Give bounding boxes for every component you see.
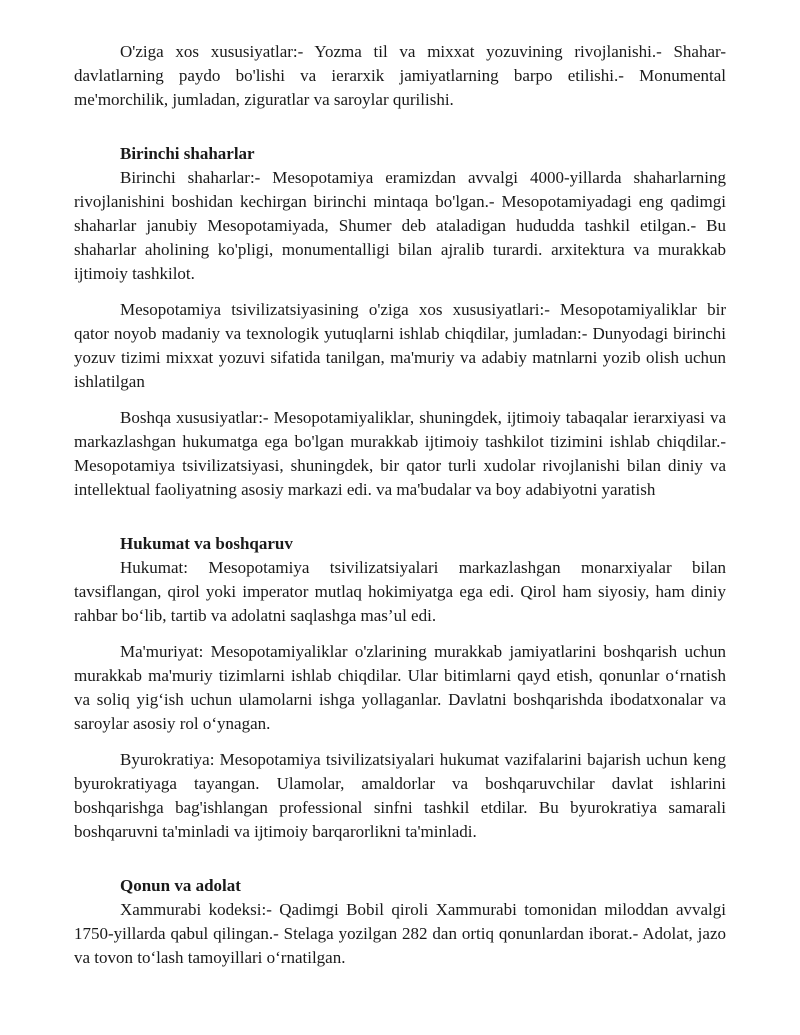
paragraph-other-features: Boshqa xususiyatlar:- Mesopotamiyaliklar, shuningdek, ijtimoiy tabaqalar ierarxiyasi va markazlashgan hukumatga ega bo'lgan murakkab ijtimoiy tashkilot tizimini ishlab chiqdilar.- Mesopotamiya tsivilizatsiyasi, shuningdek, bir qator turli xudolar rivojlanishi bilan diniy va intellektual faoliyatning asosiy markazi edi. va ma'budalar va boy adabiyotni yaratish <box>74 408 726 499</box>
paragraph-hammurabi-code: Xammurabi kodeksi:- Qadimgi Bobil qiroli Xammurabi tomonidan miloddan avvalgi 1750-yillarda qabul qilingan.- Stelaga yozilgan 282 dan ortiq qonunlardan iborat.- Adolat, jazo va tovon to‘lash tamoyillari o‘rnatilgan. <box>74 900 726 967</box>
section-heading-government: Hukumat va boshqaruv <box>120 534 293 553</box>
paragraph-bureaucracy: Byurokratiya: Mesopotamiya tsivilizatsiyalari hukumat vazifalarini bajarish uchun keng byurokratiyaga tayangan. Ulamolar, amaldorlar va boshqaruvchilar davlat ishlarini boshqarishga bag'ishlangan professional sinfni tashkil etdilar. Bu byurokratiya samarali boshqaruvni ta'minladi va ijtimoiy barqarorlikni ta'minladi. <box>74 750 726 841</box>
document-page <box>74 40 726 982</box>
paragraph-first-cities: Birinchi shaharlar:- Mesopotamiya eramizdan avvalgi 4000-yillarda shaharlarning rivojlanishini boshidan kechirgan birinchi mintaqa bo'lgan.- Mesopotamiyadagi eng qadimgi shaharlar janubiy Mesopotamiyada, Shumer deb ataladigan hududda tashkil etilgan.- Bu shaharlar aholining ko'pligi, monumentalligi bilan ajralib turardi. arxitektura va murakkab ijtimoiy tashkilot. <box>74 168 726 283</box>
paragraph-government: Hukumat: Mesopotamiya tsivilizatsiyalari markazlashgan monarxiyalar bilan tavsiflangan, qirol yoki imperator mutlaq hokimiyatga ega edi. Qirol ham siyosiy, ham diniy rahbar bo‘lib, tartib va adolatni saqlashga mas’ul edi. <box>74 558 726 625</box>
section-heading-law-justice: Qonun va adolat <box>120 876 241 895</box>
section-heading-first-cities: Birinchi shaharlar <box>120 144 255 163</box>
paragraph-distinctive-features: O'ziga xos xususiyatlar:- Yozma til va mixxat yozuvining rivojlanishi.- Shahar-davlatlarning paydo bo'lishi va ierarxik jamiyatlarning barpo etilishi.- Monumental me'morchilik, jumladan, ziguratlar va saroylar qurilishi. <box>74 42 726 109</box>
paragraph-administration: Ma'muriyat: Mesopotamiyaliklar o'zlarining murakkab jamiyatlarini boshqarish uchun murakkab ma'muriy tizimlarni ishlab chiqdilar. Ular bitimlarni qayd etish, qonunlar o‘rnatish va soliq yig‘ish uchun ulamolarni ishga yollaganlar. Davlatni boshqarishda ibodatxonalar va saroylar asosiy rol o‘ynagan. <box>74 642 726 733</box>
paragraph-civilization-features: Mesopotamiya tsivilizatsiyasining o'ziga xos xususiyatlari:- Mesopotamiyaliklar bir qator noyob madaniy va texnologik yutuqlarni ishlab chiqdilar, jumladan:- Dunyodagi birinchi yozuv tizimi mixxat yozuvi sifatida tanilgan, ma'muriy va adabiy matnlarni yozib olish uchun ishlatilgan <box>74 300 726 391</box>
